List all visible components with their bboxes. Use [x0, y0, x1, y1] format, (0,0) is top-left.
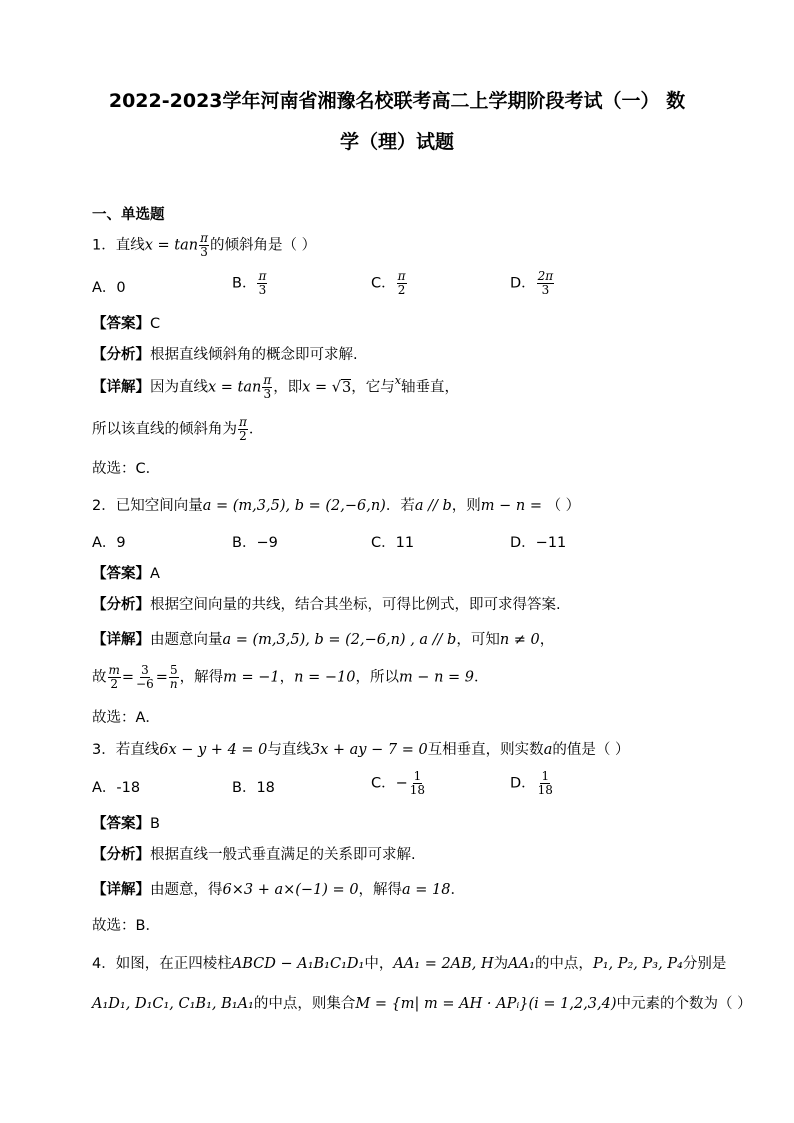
q3-option-a: A．-18	[92, 780, 141, 796]
q1-detail: 【详解】因为直线x = tan $\frac{\pi}{3}$ ，即x = √3，它与$^x$轴垂直，	[92, 373, 459, 401]
paper-title-line2: 学（理）试题	[339, 131, 454, 153]
q2-detail: 【详解】由题意向量a = (m,3,5), b = (2,−6,n) , a // b，可知n ≠ 0，	[92, 632, 555, 648]
q1-option-d: D． $\frac{2\pi}{3}$	[510, 269, 554, 297]
q2-option-d: D．−11	[510, 535, 567, 551]
q4-stem-line2: A₁D₁, D₁C₁, C₁B₁, B₁A₁的中点，则集合M = {m| m = AH · APᵢ}(i = 1,2,3,4)中元素的个数为（ ）	[92, 996, 752, 1012]
q2-analysis: 【分析】根据空间向量的共线，结合其坐标，可得比例式，即可求得答案.	[92, 597, 561, 613]
q2-answer: 【答案】A	[92, 566, 160, 582]
q1-option-c: C． $\frac{\pi}{2}$	[371, 269, 406, 297]
q4-stem-line1: 4．如图，在正四棱柱ABCD − A₁B₁C₁D₁中，AA₁ = 2AB, H为AA₁的中点，P₁, P₂, P₃, P₄分别是	[92, 956, 727, 972]
q1-answer: 【答案】C	[92, 316, 161, 332]
q1-final: 故选：C．	[92, 461, 161, 477]
section-heading: 一、单选题	[92, 207, 165, 223]
q1-fraction: $\frac{\pi}{3}$	[200, 231, 208, 259]
paper-title-line1: 2022-2023学年河南省湘豫名校联考高二上学期阶段考试（一） 数	[108, 90, 686, 112]
q3-stem: 3．若直线6x − y + 4 = 0与直线3x + ay − 7 = 0互相垂直，则实数a的值是（ ）	[92, 742, 630, 758]
q2-detail-line2: 故 $\frac{m}{2}$ = $\frac{3}{-6}$ = $\frac{5}{n}$ ，解得m = −1，n = −10，所以m − n = 9．	[92, 663, 489, 691]
q2-stem: 2．已知空间向量a = (m,3,5), b = (2,−6,n)．若a // b，则m − n = （ ）	[92, 498, 581, 514]
q2-final: 故选：A．	[92, 710, 160, 726]
q1-stem: 1．直线x = tan $\frac{\pi}{3}$ 的倾斜角是（ ）	[92, 231, 317, 259]
q2-option-c: C．11	[371, 535, 415, 551]
q1-analysis: 【分析】根据直线倾斜角的概念即可求解.	[92, 347, 358, 363]
q3-analysis: 【分析】根据直线一般式垂直满足的关系即可求解.	[92, 847, 416, 863]
q3-option-c: C．− $\frac{1}{18}$	[371, 769, 426, 797]
q3-detail: 【详解】由题意，得6×3 + a×(−1) = 0，解得a = 18．	[92, 882, 466, 898]
q1-option-b: B． $\frac{\pi}{3}$	[232, 269, 267, 297]
q3-final: 故选：B．	[92, 918, 160, 934]
q3-option-b: B．18	[232, 780, 275, 796]
q1-option-a: A．0	[92, 280, 126, 296]
q2-option-b: B．−9	[232, 535, 278, 551]
q1-detail-line2: 所以该直线的倾斜角为 $\frac{\pi}{2}$ ．	[92, 415, 264, 443]
q3-option-d: D． $\frac{1}{18}$	[510, 769, 553, 797]
q3-answer: 【答案】B	[92, 816, 160, 832]
q2-option-a: A．9	[92, 535, 126, 551]
